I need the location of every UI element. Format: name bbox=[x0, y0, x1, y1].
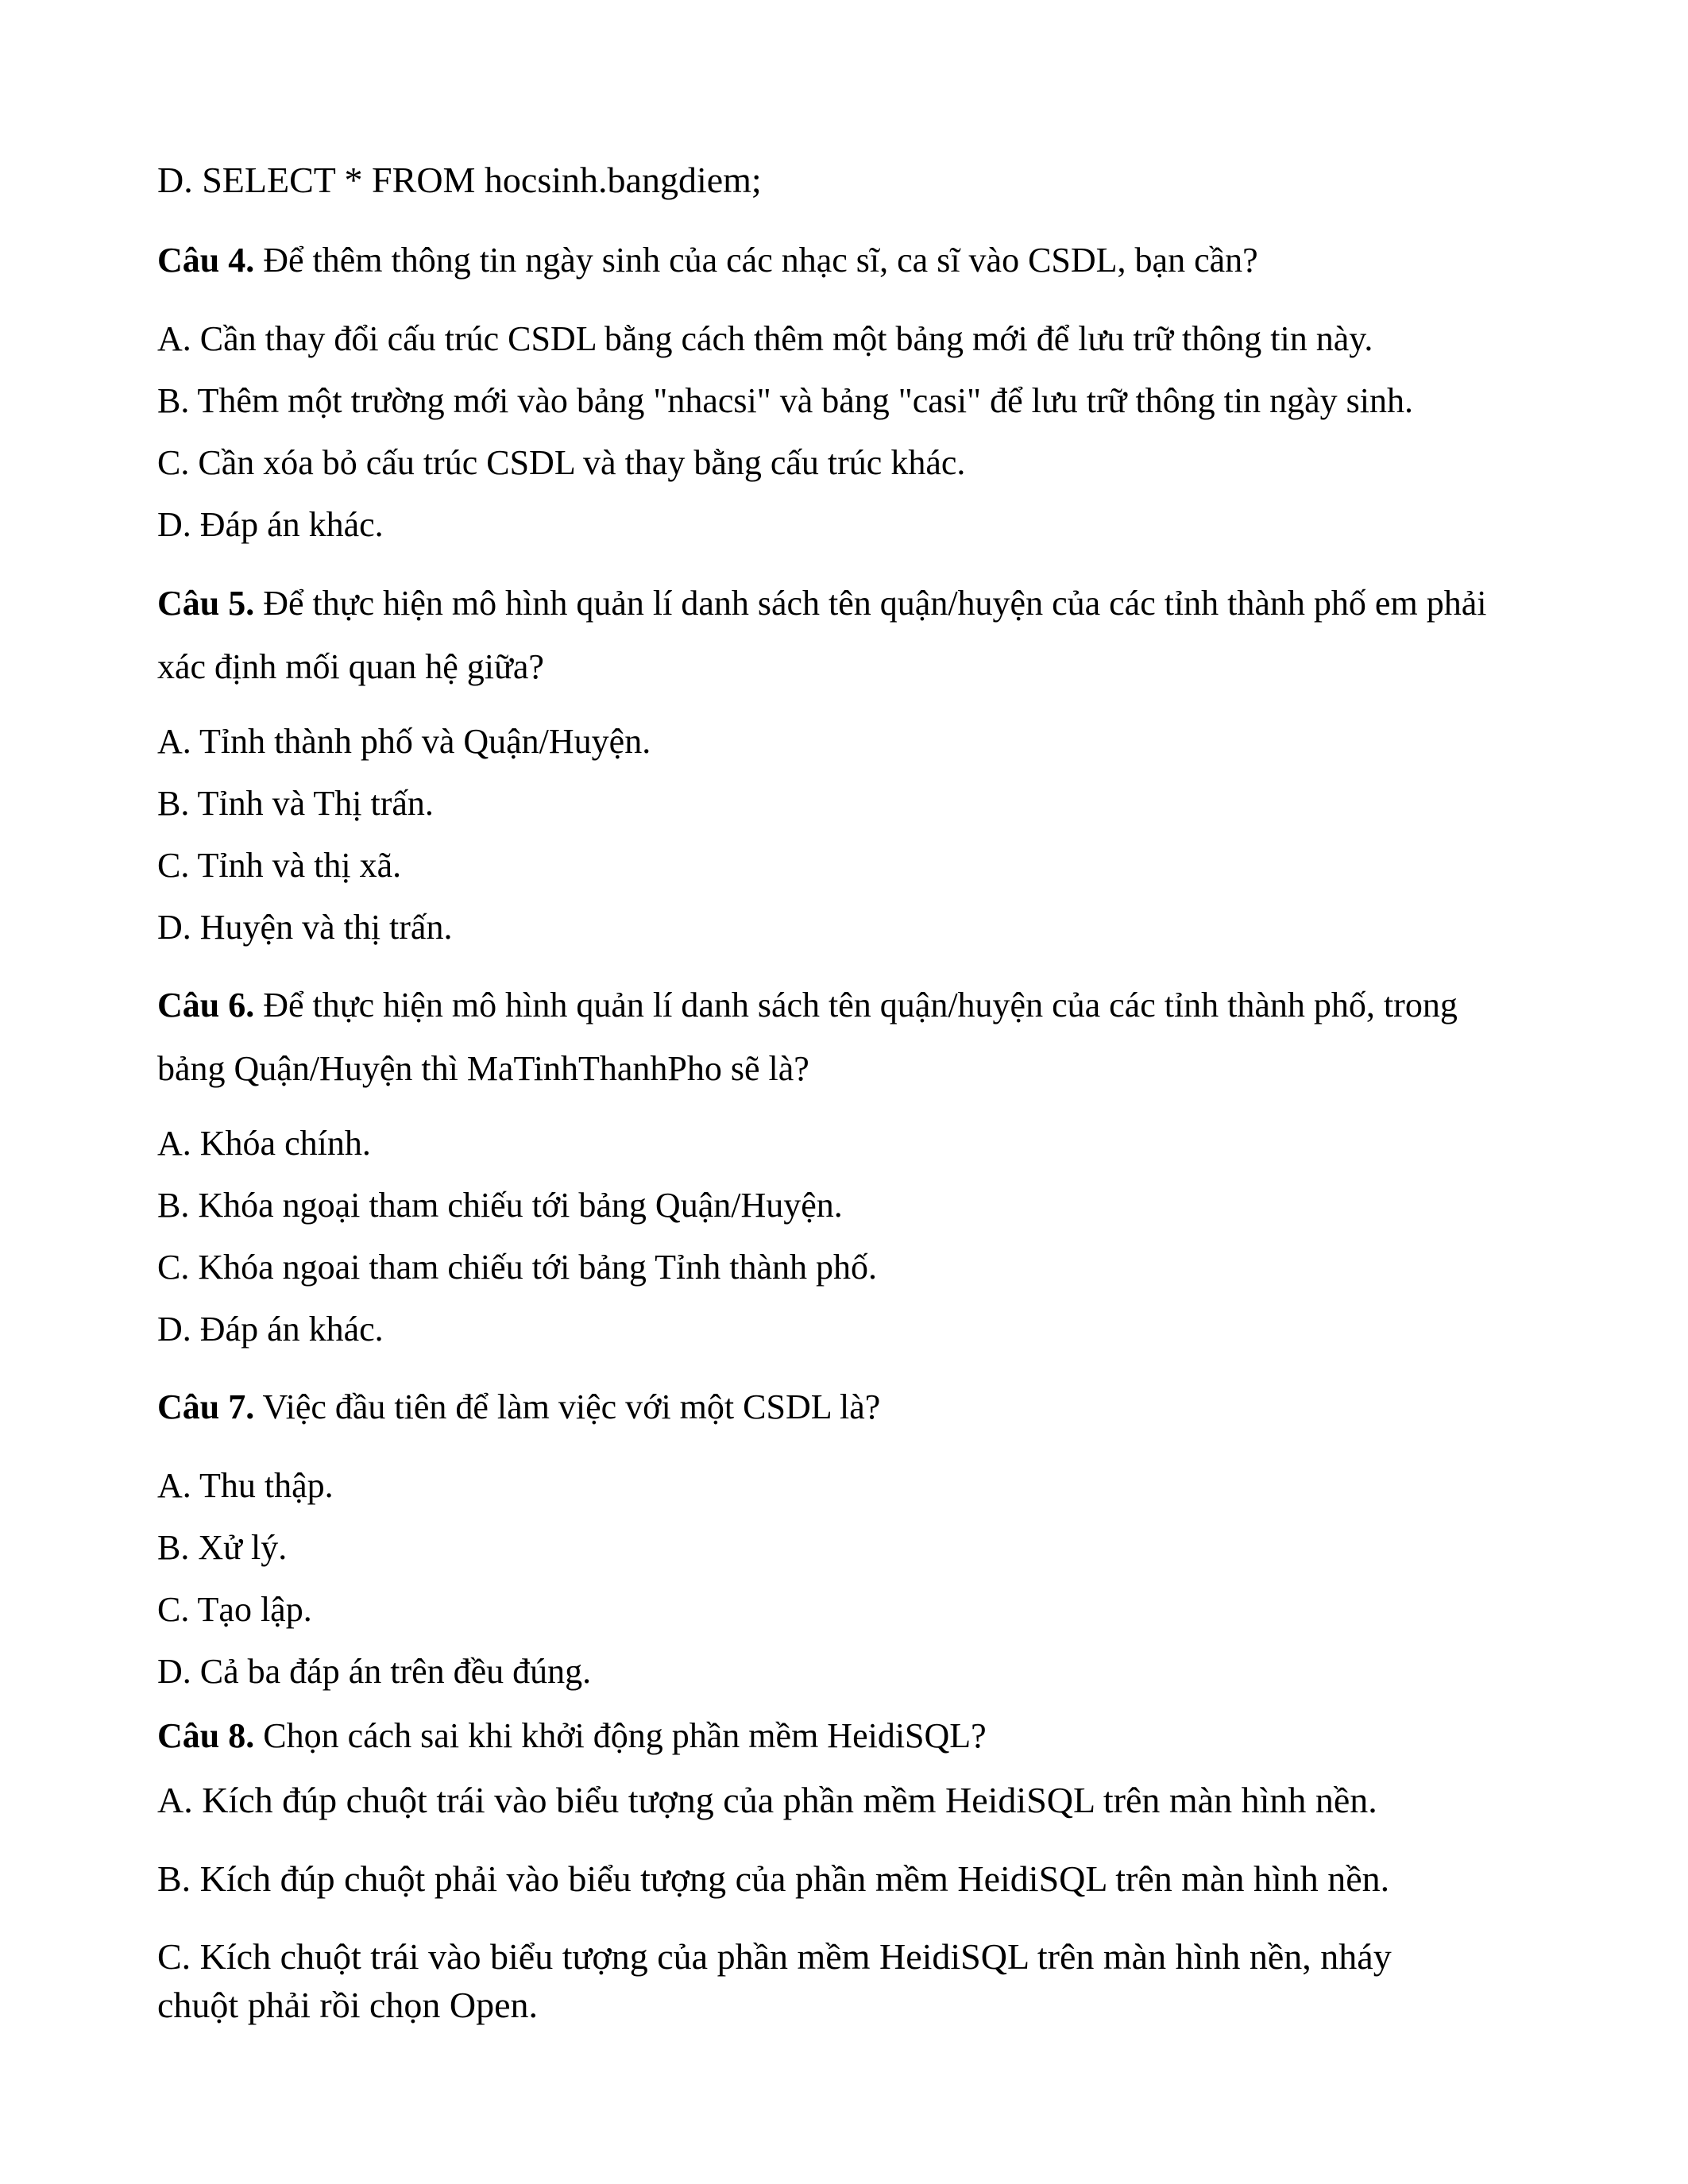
question-text: Chọn cách sai khi khởi động phần mềm HeidiSQL? bbox=[263, 1716, 987, 1755]
question-6-option-c: C. Khóa ngoai tham chiếu tới bảng Tỉnh thành phố. bbox=[157, 1248, 877, 1287]
question-5-continued: xác định mối quan hệ giữa? bbox=[157, 647, 544, 686]
question-number: Câu 4. bbox=[157, 241, 255, 280]
question-7 bbox=[157, 1387, 881, 1426]
question-5 bbox=[157, 586, 1486, 621]
question-7-option-c: C. Tạo lập. bbox=[157, 1590, 312, 1629]
question-8-option-c: C. Kích chuột trái vào biểu tượng của phần mềm HeidiSQL trên màn hình nền, nháy bbox=[157, 1936, 1392, 1977]
question-6-continued: bảng Quận/Huyện thì MaTinhThanhPho sẽ là? bbox=[157, 1049, 809, 1088]
question-4-option-c: C. Cần xóa bỏ cấu trúc CSDL và thay bằng cấu trúc khác. bbox=[157, 443, 966, 482]
question-4 bbox=[157, 243, 1258, 278]
question-7-option-d: D. Cả ba đáp án trên đều đúng. bbox=[157, 1652, 592, 1691]
question-text: Để thực hiện mô hình quản lí danh sách tên quận/huyện của các tỉnh thành phố, trong bbox=[263, 986, 1458, 1024]
question-5-option-d: D. Huyện và thị trấn. bbox=[157, 908, 453, 947]
question-6-option-a: A. Khóa chính. bbox=[157, 1124, 371, 1163]
question-4-option-a: A. Cần thay đổi cấu trúc CSDL bằng cách thêm một bảng mới để lưu trữ thông tin này. bbox=[157, 319, 1373, 358]
question-7-option-a: A. Thu thập. bbox=[157, 1466, 334, 1505]
question-number: Câu 5. bbox=[157, 584, 255, 623]
question-number: Câu 6. bbox=[157, 986, 255, 1024]
question-8 bbox=[157, 1716, 987, 1755]
question-text: Để thực hiện mô hình quản lí danh sách tên quận/huyện của các tỉnh thành phố em phải bbox=[263, 584, 1487, 623]
question-number: Câu 8. bbox=[157, 1716, 255, 1755]
question-4-option-b: B. Thêm một trường mới vào bảng "nhacsi" và bảng "casi" để lưu trữ thông tin ngày sinh. bbox=[157, 381, 1413, 420]
question-6-option-d: D. Đáp án khác. bbox=[157, 1310, 384, 1349]
question-6 bbox=[157, 988, 1458, 1023]
question-7-option-b: B. Xử lý. bbox=[157, 1528, 288, 1567]
document-page bbox=[157, 0, 1555, 2184]
question-8-option-a: A. Kích đúp chuột trái vào biểu tượng của phần mềm HeidiSQL trên màn hình nền. bbox=[157, 1780, 1377, 1820]
question-4-option-d: D. Đáp án khác. bbox=[157, 505, 384, 544]
question-8-option-c-continued: chuột phải rồi chọn Open. bbox=[157, 1985, 539, 2025]
question-8-option-b: B. Kích đúp chuột phải vào biểu tượng của phần mềm HeidiSQL trên màn hình nền. bbox=[157, 1858, 1390, 1899]
question-6-option-b: B. Khóa ngoại tham chiếu tới bảng Quận/Huyện. bbox=[157, 1186, 843, 1225]
question-5-option-a: A. Tỉnh thành phố và Quận/Huyện. bbox=[157, 722, 651, 761]
question-number: Câu 7. bbox=[157, 1387, 255, 1426]
question-5-option-b: B. Tỉnh và Thị trấn. bbox=[157, 784, 434, 823]
previous-question-option-d: D. SELECT * FROM hocsinh.bangdiem; bbox=[157, 160, 762, 200]
question-text: Việc đầu tiên để làm việc với một CSDL là? bbox=[262, 1387, 881, 1426]
question-text: Để thêm thông tin ngày sinh của các nhạc sĩ, ca sĩ vào CSDL, bạn cần? bbox=[263, 241, 1258, 280]
question-5-option-c: C. Tỉnh và thị xã. bbox=[157, 846, 402, 885]
